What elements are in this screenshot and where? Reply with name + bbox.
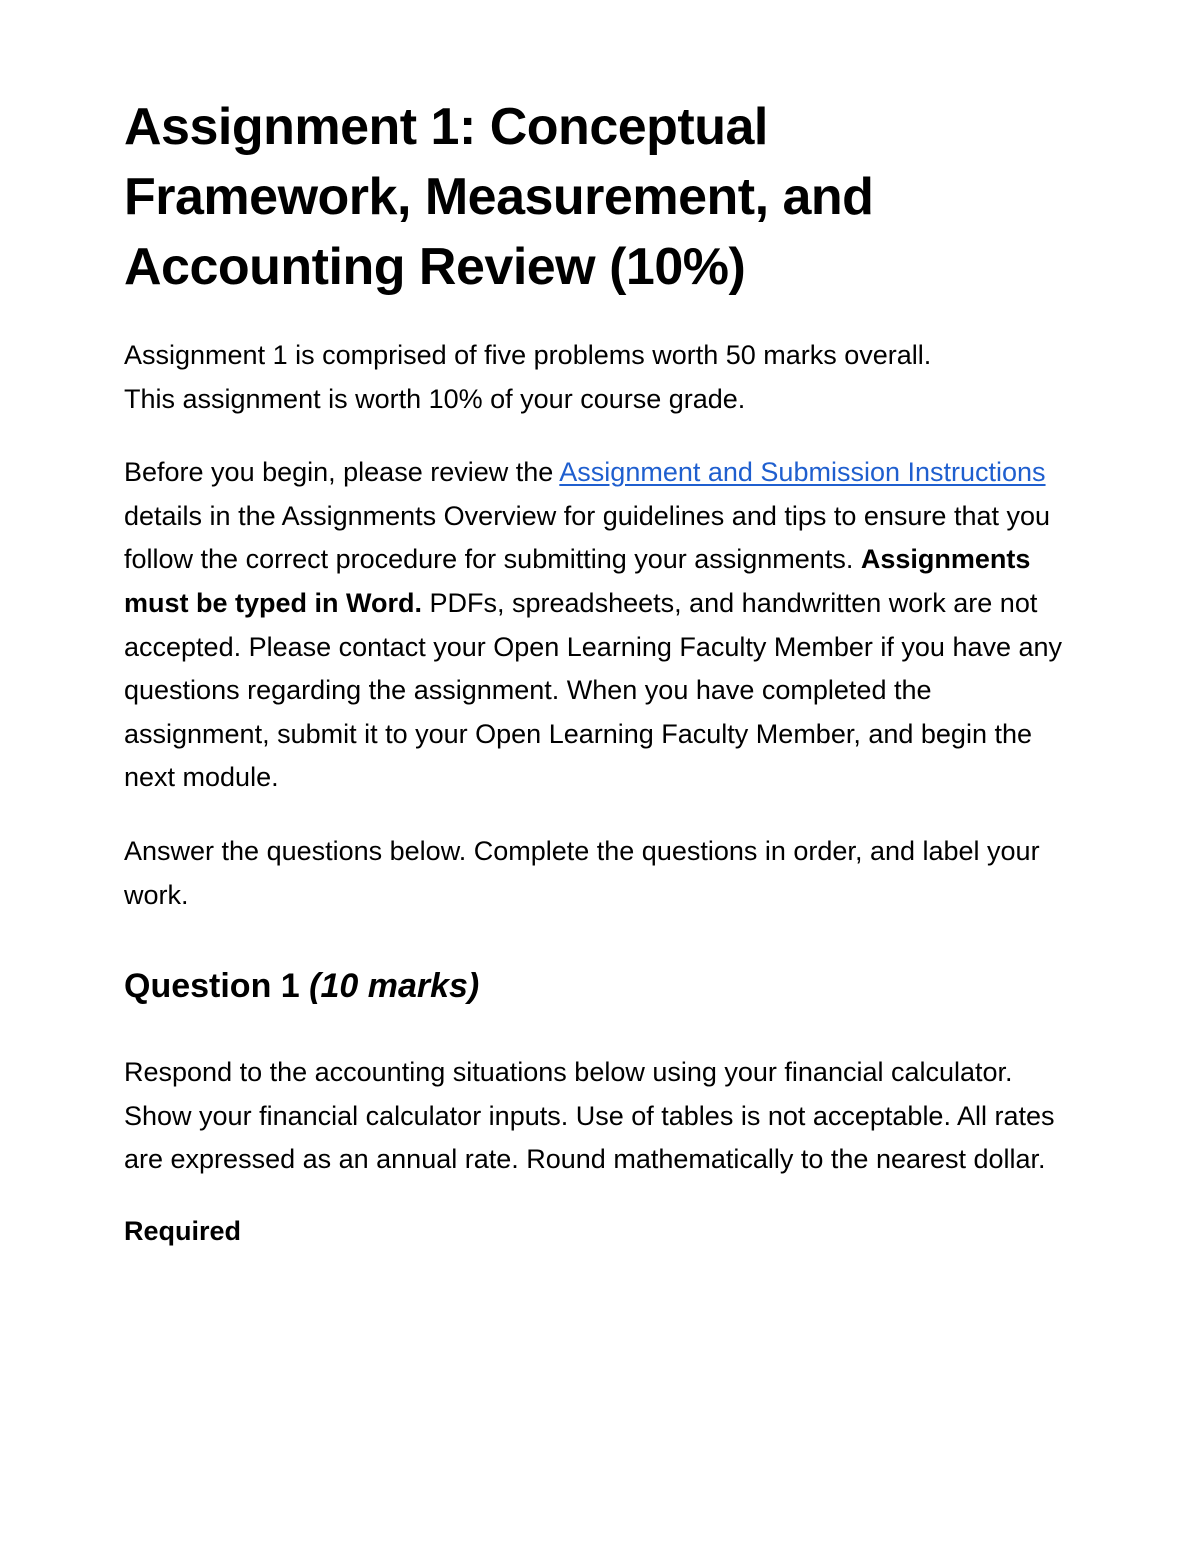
page-title-line-1: Assignment 1: Conceptual (124, 98, 768, 156)
page-title-line-2: Framework, Measurement, and (124, 168, 874, 226)
submission-instructions-link[interactable]: Assignment and Submission Instructions (559, 457, 1046, 488)
respond-paragraph: Respond to the accounting situations below using your financial calculator. Show your financial calculator inputs. Use of tables is not acceptable. All rates are expressed as an annual rate. Round mathematically to the nearest dollar. (124, 1057, 1055, 1175)
instructions-suffix: PDFs, spreadsheets, and handwritten work are not accepted. Please contact your Open Learning Faculty Member if you have any questions regarding the assignment. When you have completed the assignment, submit it to your Open Learning Faculty Member, and begin the next module. (124, 587, 1063, 793)
intro-paragraph (124, 334, 1084, 421)
question-1-heading (124, 961, 1084, 1011)
word-requirement-bold: Assignments must be typed in Word. (124, 544, 1031, 618)
instructions-middle: details in the Assignments Overview for guidelines and tips to ensure that you follow the correct procedure for submitting your assignments. (124, 500, 1051, 575)
page-title (124, 92, 1084, 302)
answer-paragraph: Answer the questions below. Complete the questions in order, and label your work. (124, 835, 1040, 910)
required-heading: Required (124, 1215, 242, 1246)
question-1-label: Question 1 (124, 967, 310, 1006)
intro-line-1: Assignment 1 is comprised of five problems worth 50 marks overall. (124, 340, 932, 370)
instructions-paragraph (124, 451, 1084, 800)
question-1-marks: (10 marks) (309, 967, 480, 1006)
document-page (124, 92, 1084, 1253)
intro-line-2: This assignment is worth 10% of your course grade. (124, 383, 746, 414)
page-title-line-3: Accounting Review (10%) (124, 238, 746, 296)
instructions-prefix: Before you begin, please review the (124, 457, 560, 488)
